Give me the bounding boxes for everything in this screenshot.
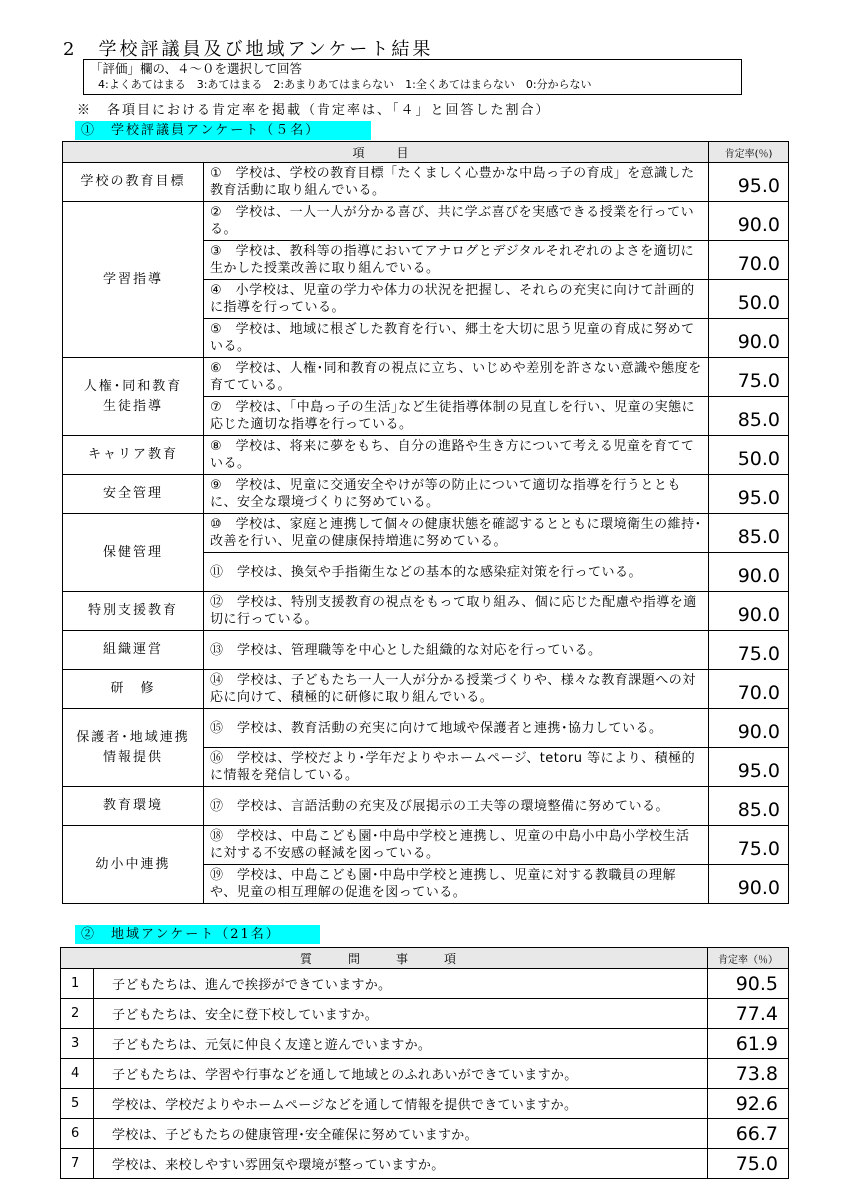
- rating-legend: [83, 59, 742, 95]
- rate-cell: 73.8: [708, 1059, 789, 1089]
- category-cell: 人権･同和教育 生徒指導: [63, 358, 204, 436]
- rate-cell: 90.0: [709, 319, 789, 358]
- rate-cell: 95.0: [709, 748, 789, 787]
- item-cell: ⑧ 学校は、将来に夢をもち、自分の進路や生き方について考える児童を育てている。: [204, 436, 709, 475]
- table-row: [61, 1149, 789, 1179]
- table-row: [61, 969, 789, 999]
- item-cell: ⑦ 学校は、｢中島っ子の生活｣など生徒指導体制の見直しを行い、児童の実態に応じた適切な指導を行っている。: [204, 397, 709, 436]
- table-row: [61, 1119, 789, 1149]
- header-rate: 肯定率（％）: [708, 948, 789, 969]
- table-row: [63, 631, 789, 670]
- question-cell: 子どもたちは、進んで挨拶ができていますか。: [94, 969, 708, 999]
- rate-cell: 90.5: [708, 969, 789, 999]
- table-row: [63, 826, 789, 865]
- rate-cell: 85.0: [709, 787, 789, 826]
- category-cell: キャリア教育: [63, 436, 204, 475]
- row-number: 2: [61, 999, 94, 1029]
- item-cell: ⑮ 学校は、教育活動の充実に向けて地域や保護者と連携･協力している。: [204, 709, 709, 748]
- rate-cell: 90.0: [709, 553, 789, 592]
- section-1-heading: ① 学校評議員アンケート（５名）: [75, 121, 371, 140]
- row-number: 1: [61, 969, 94, 999]
- category-cell: 研 修: [63, 670, 204, 709]
- question-cell: 学校は、学校だよりやホームページなどを通して情報を提供できていますか。: [94, 1089, 708, 1119]
- council-survey-table: [62, 141, 789, 904]
- category-cell: 学習指導: [63, 202, 204, 358]
- rate-cell: 70.0: [709, 241, 789, 280]
- table-row: [61, 1029, 789, 1059]
- legend-instruction: 「評価」欄の、４～０を選択して回答: [90, 61, 303, 76]
- table-row: [61, 999, 789, 1029]
- item-cell: ⑤ 学校は、地域に根ざした教育を行い、郷土を大切に思う児童の育成に努めている。: [204, 319, 709, 358]
- item-cell: ⑫ 学校は、特別支援教育の視点をもって取り組み、個に応じた配慮や指導を適切に行っている。: [204, 592, 709, 631]
- rate-cell: 75.0: [709, 826, 789, 865]
- rate-cell: 95.0: [709, 163, 789, 202]
- header-question: 質 問 事 項: [61, 948, 708, 969]
- rate-cell: 95.0: [709, 475, 789, 514]
- rate-cell: 90.0: [709, 202, 789, 241]
- rate-cell: 85.0: [709, 397, 789, 436]
- item-cell: ⑬ 学校は、管理職等を中心とした組織的な対応を行っている。: [204, 631, 709, 670]
- item-cell: ⑭ 学校は、子どもたち一人一人が分かる授業づくりや、様々な教育課題への対応に向けて、積極的に研修に取り組んでいる。: [204, 670, 709, 709]
- item-cell: ⑨ 学校は、児童に交通安全やけが等の防止について適切な指導を行うとともに、安全な環境づくりに努めている。: [204, 475, 709, 514]
- category-cell: 学校の教育目標: [63, 163, 204, 202]
- header-rate: 肯定率(％): [709, 142, 789, 163]
- table-row: [63, 787, 789, 826]
- header-item: 項 目: [63, 142, 709, 163]
- page-title: 2 学校評議員及び地域アンケート結果: [63, 39, 434, 60]
- question-cell: 子どもたちは、安全に登下校していますか。: [94, 999, 708, 1029]
- item-cell: ⑪ 学校は、換気や手指衛生などの基本的な感染症対策を行っている。: [204, 553, 709, 592]
- rate-cell: 50.0: [709, 436, 789, 475]
- rate-cell: 90.0: [709, 709, 789, 748]
- rate-cell: 77.4: [708, 999, 789, 1029]
- section-2-heading: ② 地域アンケート（21名）: [75, 925, 320, 944]
- table-row: [63, 436, 789, 475]
- row-number: 4: [61, 1059, 94, 1089]
- item-cell: ⑯ 学校は、学校だより･学年だよりやホームページ、tetoru 等により、積極的に情報を発信している。: [204, 748, 709, 787]
- table-row: [63, 358, 789, 397]
- rate-cell: 66.7: [708, 1119, 789, 1149]
- table-header-row: [61, 948, 789, 969]
- rate-cell: 70.0: [709, 670, 789, 709]
- legend-scale: 4:よくあてはまる 3:あてはまる 2:あまりあてはまらない 1:全くあてはまらない 0:分からない: [98, 78, 592, 91]
- item-cell: ⑰ 学校は、言語活動の充実及び展掲示の工夫等の環境整備に努めている。: [204, 787, 709, 826]
- row-number: 5: [61, 1089, 94, 1119]
- item-cell: ③ 学校は、教科等の指導においてアナログとデジタルそれぞれのよさを適切に生かした授業改善に取り組んでいる。: [204, 241, 709, 280]
- category-cell: 教育環境: [63, 787, 204, 826]
- table-row: [63, 475, 789, 514]
- table-row: [63, 670, 789, 709]
- table-row: [63, 514, 789, 553]
- table-row: [61, 1059, 789, 1089]
- question-cell: 子どもたちは、元気に仲良く友達と遊んでいますか。: [94, 1029, 708, 1059]
- rate-cell: 90.0: [709, 592, 789, 631]
- row-number: 6: [61, 1119, 94, 1149]
- item-cell: ⑥ 学校は、人権･同和教育の視点に立ち、いじめや差別を許さない意識や態度を育てている。: [204, 358, 709, 397]
- table-header-row: [63, 142, 789, 163]
- table-row: [63, 202, 789, 241]
- rate-cell: 75.0: [709, 358, 789, 397]
- row-number: 7: [61, 1149, 94, 1179]
- item-cell: ⑲ 学校は、中島こども園･中島中学校と連携し、児童に対する教職員の理解や、児童の相互理解の促進を図っている。: [204, 865, 709, 904]
- row-number: 3: [61, 1029, 94, 1059]
- item-cell: ⑱ 学校は、中島こども園･中島中学校と連携し、児童の中島小中島小学校生活に対する不安感の軽減を図っている。: [204, 826, 709, 865]
- question-cell: 学校は、子どもたちの健康管理･安全確保に努めていますか。: [94, 1119, 708, 1149]
- rate-cell: 85.0: [709, 514, 789, 553]
- category-cell: 保健管理: [63, 514, 204, 592]
- item-cell: ④ 小学校は、児童の学力や体力の状況を把握し、それらの充実に向けて計画的に指導を行っている。: [204, 280, 709, 319]
- rate-cell: 50.0: [709, 280, 789, 319]
- category-cell: 組織運営: [63, 631, 204, 670]
- rate-cell: 61.9: [708, 1029, 789, 1059]
- question-cell: 子どもたちは、学習や行事などを通して地域とのふれあいができていますか。: [94, 1059, 708, 1089]
- table-row: [63, 163, 789, 202]
- item-cell: ② 学校は、一人一人が分かる喜び、共に学ぶ喜びを実感できる授業を行っている。: [204, 202, 709, 241]
- community-survey-table: [60, 947, 789, 1179]
- rate-cell: 92.6: [708, 1089, 789, 1119]
- category-cell: 保護者･地域連携 情報提供: [63, 709, 204, 787]
- table-row: [61, 1089, 789, 1119]
- rate-cell: 75.0: [709, 631, 789, 670]
- question-cell: 学校は、来校しやすい雰囲気や環境が整っていますか。: [94, 1149, 708, 1179]
- rate-cell: 90.0: [709, 865, 789, 904]
- category-cell: 特別支援教育: [63, 592, 204, 631]
- table-row: [63, 709, 789, 748]
- table-row: [63, 592, 789, 631]
- rate-cell: 75.0: [708, 1149, 789, 1179]
- item-cell: ⑩ 学校は、家庭と連携して個々の健康状態を確認するとともに環境衛生の維持･改善を行い、児童の健康保持増進に努めている。: [204, 514, 709, 553]
- category-cell: 幼小中連携: [63, 826, 204, 904]
- item-cell: ① 学校は、学校の教育目標「たくましく心豊かな中島っ子の育成」を意識した教育活動に取り組んでいる。: [204, 163, 709, 202]
- note-text: ※ 各項目における肯定率を掲載（肯定率は、「４」と回答した割合）: [77, 103, 551, 118]
- category-cell: 安全管理: [63, 475, 204, 514]
